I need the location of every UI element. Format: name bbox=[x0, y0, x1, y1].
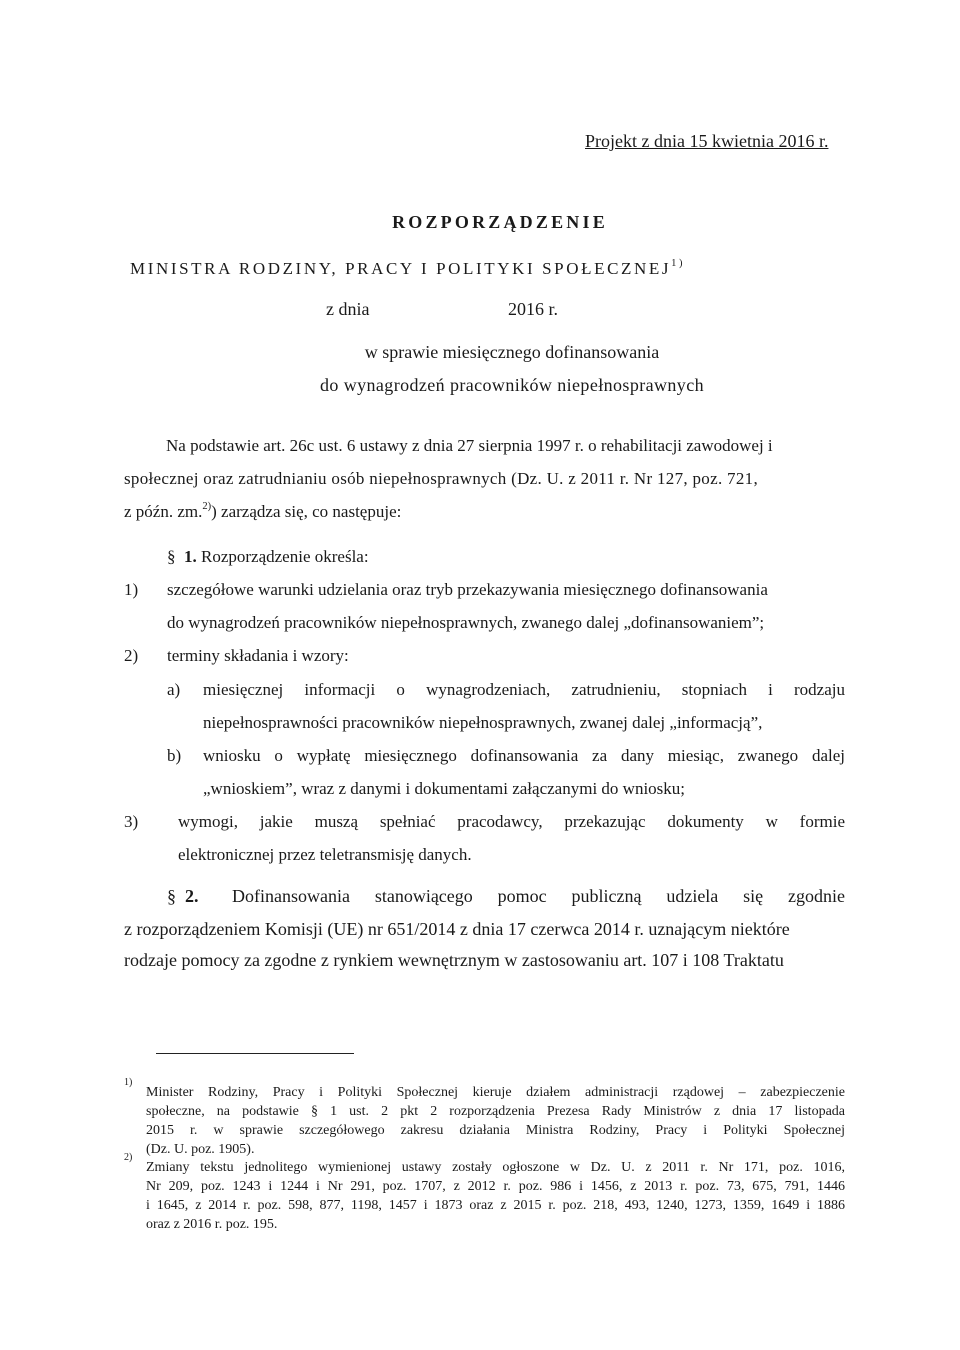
subject-line-2: do wynagrodzeń pracowników niepełnosprawnych bbox=[320, 375, 704, 395]
item-3-line-2: elektronicznej przez teletransmisję danych. bbox=[178, 845, 472, 864]
footnote-separator bbox=[156, 1053, 354, 1054]
footnote-2-line-1: Zmiany tekstu jednolitego wymienionej ustawy zostały ogłoszone w Dz. U. z 2011 r. Nr 171, poz. 1016, bbox=[146, 1160, 845, 1175]
item-3-number: 3) bbox=[124, 812, 139, 831]
section-2-line-3: rodzaje pomocy za zgodne z rynkiem wewnętrznym w zastosowaniu art. 107 i 108 Traktatu bbox=[124, 950, 784, 970]
preamble-line-2: społecznej oraz zatrudnianiu osób niepełnosprawnych (Dz. U. z 2011 r. Nr 127, poz. 721, bbox=[124, 469, 758, 488]
footnote-2-line-4: oraz z 2016 r. poz. 195. bbox=[146, 1217, 278, 1232]
section-2-line-2: z rozporządzeniem Komisji (UE) nr 651/2014 z dnia 17 czerwca 2014 r. uznającym niektóre bbox=[124, 919, 790, 939]
item-2-number: 2) bbox=[124, 646, 139, 665]
footnote-2-line-3: i 1645, z 2014 r. poz. 598, 877, 1198, 1457 i 1873 oraz z 2015 r. poz. 218, 493, 1240, 1273, 1359, 1649 i 1886 bbox=[146, 1198, 845, 1213]
item-1-number: 1) bbox=[124, 580, 139, 599]
item-2-line-1: terminy składania i wzory: bbox=[167, 646, 349, 665]
item-2a-line-1: miesięcznej informacji o wynagrodzeniach, zatrudnieniu, stopniach i rodzaju bbox=[203, 680, 845, 699]
item-1-line-2: do wynagrodzeń pracowników niepełnosprawnych, zwanego dalej „dofinansowaniem”; bbox=[167, 613, 765, 632]
subject-line-1: w sprawie miesięcznego dofinansowania bbox=[364, 342, 660, 362]
footnote-1-line-2: społeczne, na podstawie § 1 ust. 2 pkt 2 rozporządzenia Prezesa Rady Ministrów z dnia 17 listopada bbox=[146, 1104, 845, 1119]
item-3-line-1: wymogi, jakie muszą spełniać pracodawcy, przekazując dokumenty w formie bbox=[178, 812, 845, 831]
preamble-line-1: Na podstawie art. 26c ust. 6 ustawy z dnia 27 sierpnia 1997 r. o rehabilitacji zawodowej i bbox=[166, 436, 773, 455]
project-date-header: Projekt z dnia 15 kwietnia 2016 r. bbox=[585, 131, 829, 151]
paragraph-mark: § bbox=[167, 547, 176, 566]
section-2-line-1: Dofinansowania stanowiącego pomoc publiczną udziela się zgodnie bbox=[232, 886, 845, 906]
item-1-line-1: szczegółowe warunki udzielania oraz tryb przekazywania miesięcznego dofinansowania bbox=[167, 580, 768, 599]
footnote-ref-1: 1) bbox=[671, 257, 686, 269]
footnote-ref-2: 2) bbox=[202, 500, 212, 512]
item-2a-line-2: niepełnosprawności pracowników niepełnosprawnych, zwanej dalej „informacją”, bbox=[203, 713, 763, 732]
date-year: 2016 r. bbox=[508, 299, 559, 319]
item-2a-letter: a) bbox=[167, 680, 181, 699]
footnote-2-mark: 2) bbox=[124, 1152, 133, 1164]
footnote-1-line-3: 2015 r. w sprawie szczegółowego zakresu działania Ministra Rodziny, Pracy i Polityki Społecznej bbox=[146, 1123, 845, 1138]
footnote-1-line-4: (Dz. U. poz. 1905). bbox=[146, 1142, 255, 1157]
footnote-1-mark: 1) bbox=[124, 1077, 133, 1089]
item-2b-line-1: wniosku o wypłatę miesięcznego dofinansowania za dany miesiąc, zwanego dalej bbox=[203, 746, 845, 765]
preamble-line-3: z późn. zm.$^{2)}$) zarządza się, co następuje: bbox=[124, 500, 402, 521]
document-title: ROZPORZĄDZENIE bbox=[392, 212, 608, 232]
footnote-1-line-1: Minister Rodziny, Pracy i Polityki Społecznej kieruje działem administracji rządowej – zabezpieczenie bbox=[146, 1085, 845, 1100]
item-2b-letter: b) bbox=[167, 746, 182, 765]
item-2b-line-2: „wnioskiem”, wraz z danymi i dokumentami załączanymi do wniosku; bbox=[203, 779, 686, 798]
paragraph-mark: § bbox=[167, 886, 176, 906]
date-prefix: z dnia bbox=[326, 299, 370, 319]
section-2-mark: § 2. bbox=[167, 886, 199, 906]
footnote-2-line-2: Nr 209, poz. 1243 i 1244 i Nr 291, poz. 1707, z 2012 r. poz. 986 i 1456, z 2013 r. poz. 73, 675, 791, 1446 bbox=[146, 1179, 845, 1194]
section-1-heading: § 1. Rozporządzenie określa: bbox=[167, 547, 369, 566]
issuing-authority: MINISTRA RODZINY, PRACY I POLITYKI SPOŁECZNEJ$^{1)}$ bbox=[130, 257, 686, 278]
